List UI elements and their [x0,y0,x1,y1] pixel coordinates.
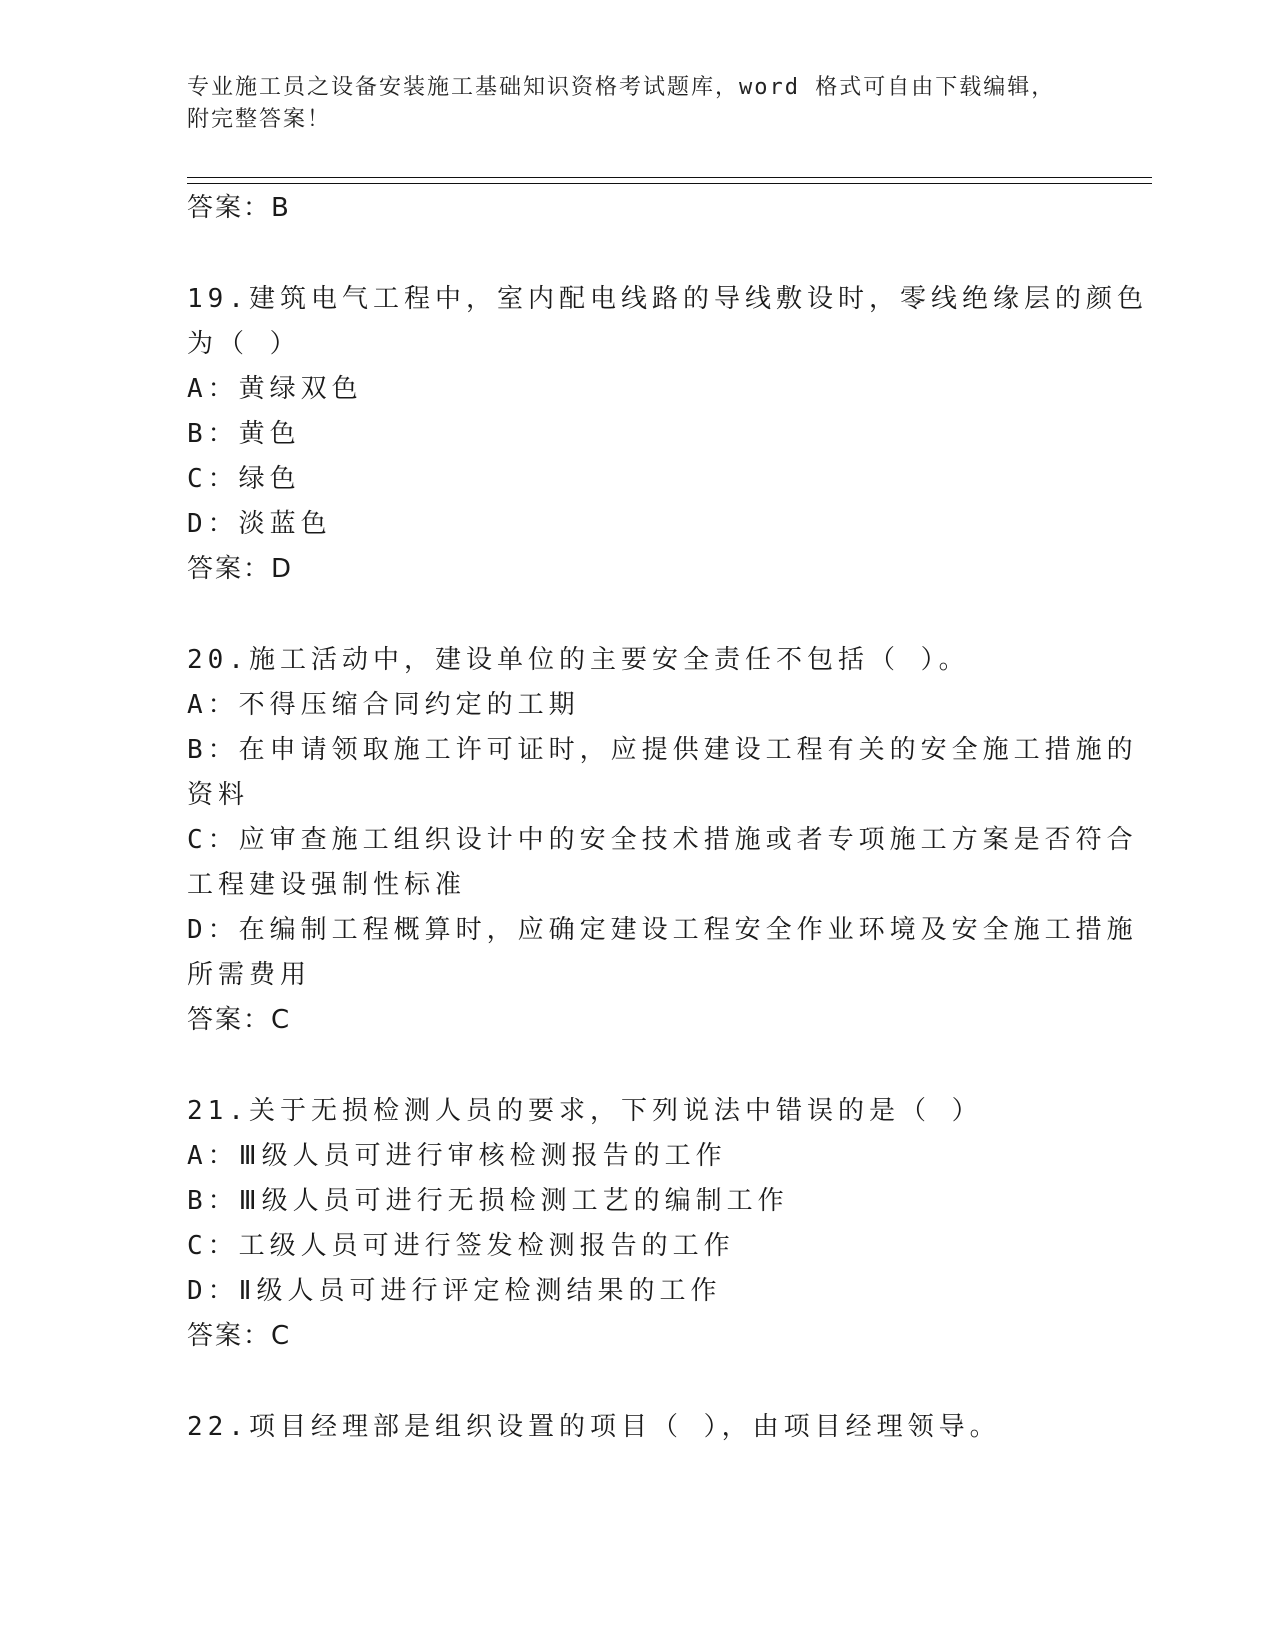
question-option: A：不得压缩合同约定的工期 [187,690,580,720]
question-option: 所需费用 [187,960,312,990]
question-option: D：在编制工程概算时，应确定建设工程安全作业环境及安全施工措施 [187,915,1138,945]
question-option: 资料 [187,780,250,810]
answer-line: 答案：D [187,554,294,584]
question-stem: 20.施工活动中，建设单位的主要安全责任不包括（ ）。 [187,645,970,675]
question-gap [187,231,1067,277]
question-option: C：绿色 [187,464,301,494]
question-item [187,277,1148,592]
answer-line: 答案：B [187,193,291,223]
header-double-rule [187,177,1152,184]
question-list [187,186,1148,1450]
question-option: D：淡蓝色 [187,509,332,539]
question-stem: 22.项目经理部是组织设置的项目（ ），由项目经理领导。 [187,1412,1001,1442]
header-line-1: 专业施工员之设备安装施工基础知识资格考试题库，word 格式可自由下载编辑， [187,75,1056,100]
question-option: 工程建设强制性标准 [187,870,467,900]
question-item [187,1089,1067,1359]
question-gap [187,1359,1067,1405]
document-header [187,72,1067,136]
question-option: C：应审查施工组织设计中的安全技术措施或者专项施工方案是否符合 [187,825,1138,855]
answer-line: 答案：C [187,1005,292,1035]
question-stem: 19.建筑电气工程中，室内配电线路的导线敷设时，零线绝缘层的颜色 [187,284,1148,314]
question-gap [187,1043,1067,1089]
question-stem: 21.关于无损检测人员的要求，下列说法中错误的是（ ） [187,1096,983,1126]
question-option: A：Ⅲ级人员可进行审核检测报告的工作 [187,1141,727,1171]
answer-line: 答案：C [187,1321,292,1351]
question-option: B：黄色 [187,419,301,449]
question-item [187,638,1138,1043]
question-item [187,1405,1067,1450]
question-option: C：工级人员可进行签发检测报告的工作 [187,1231,735,1261]
question-stem: 为（ ） [187,329,301,359]
header-line-2: 附完整答案！ [187,107,332,132]
question-option: D：Ⅱ级人员可进行评定检测结果的工作 [187,1276,722,1306]
question-option: B：在申请领取施工许可证时，应提供建设工程有关的安全施工措施的 [187,735,1138,765]
question-option: B：Ⅲ级人员可进行无损检测工艺的编制工作 [187,1186,789,1216]
question-option: A：黄绿双色 [187,374,363,404]
question-gap [187,592,1067,638]
